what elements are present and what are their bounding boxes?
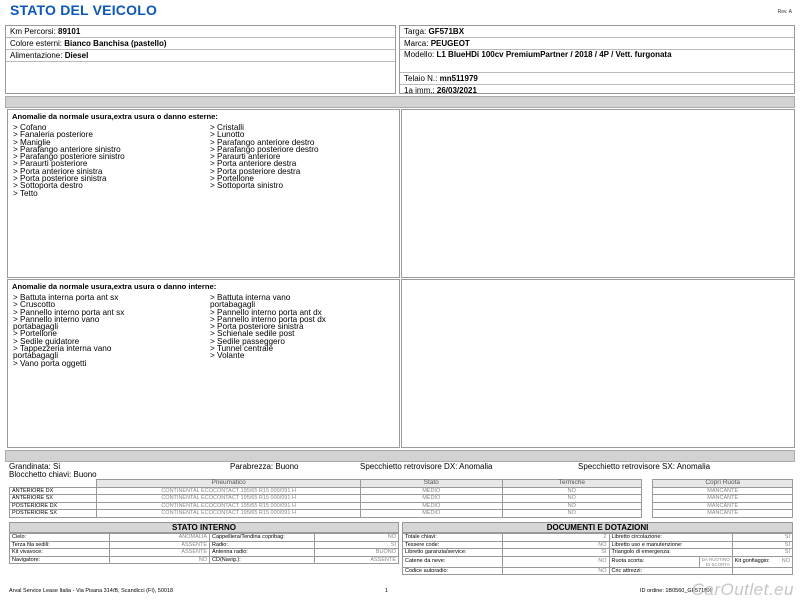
cell-value: NO [315, 534, 399, 542]
tyre-copri: MANCANTE [653, 502, 793, 510]
list-item: > Tetto [13, 188, 38, 198]
section-divider-2 [5, 450, 795, 462]
vehicle-info-left [5, 25, 396, 94]
cell-label: Terza fila sedili: [10, 541, 110, 549]
esterne-col2 [210, 124, 319, 190]
cell-value: NO [503, 567, 610, 575]
list-item: > Parafango posteriore sinistro [13, 152, 125, 162]
list-item: > Lunotto [210, 130, 245, 140]
revision-label: Rev. A [777, 9, 792, 15]
cell-label: Totale chiavi: [403, 534, 503, 542]
tyre-stato: MEDIO [360, 510, 502, 518]
info-row-telaio: Telaio N.: mn511979 [400, 73, 794, 85]
cell-label: Radio: [210, 541, 315, 549]
tyre-header-row [10, 480, 793, 488]
list-item: > Parafango anteriore sinistro [13, 144, 121, 154]
status-blocchetto: Blocchetto chiavi: Buono [9, 470, 97, 479]
col-termiche: Termiche [502, 480, 642, 488]
list-item: > Porta posteriore sinistra [210, 322, 304, 332]
list-item: > Sedile guidatore [13, 336, 80, 346]
table-row [403, 541, 793, 549]
cell-label: Triangolo di emergenza: [609, 549, 732, 557]
list-item: > Sottoporta sinistro [210, 181, 284, 191]
esterne-panel [7, 109, 400, 278]
cell-value: NO [503, 556, 610, 567]
cell-value: BUONO [315, 549, 399, 557]
tyre-termiche: NO [502, 495, 642, 503]
cell-value: SI [732, 541, 792, 549]
list-item: > Cristalli [210, 123, 244, 132]
tyre-termiche: NO [502, 510, 642, 518]
cell-value: NO [110, 556, 210, 564]
list-item: > Paraurti anteriore [210, 152, 281, 162]
cell-label: Libretto circolazione: [609, 534, 732, 542]
section-divider [5, 96, 795, 108]
tyre-position: ANTERIORE SX [10, 495, 97, 503]
list-item: > Porta posteriore sinistra [13, 174, 107, 184]
table-row [10, 510, 793, 518]
tyre-stato: MEDIO [360, 495, 502, 503]
tyre-termiche: NO [502, 502, 642, 510]
tyre-model: CONTINENTAL ECOCONTACT 195/65 R15 000/091 H [97, 495, 361, 503]
table-row [10, 549, 399, 557]
info-row-modello: Modello: L1 BlueHDi 100cv PremiumPartner / 2018 / 4P / Vett. furgonata [400, 50, 794, 73]
list-item: > Battuta interna vano [210, 293, 291, 302]
footer-company: Arval Service Lease Italia - Via Pisana 314/B, Scandicci (FI), 50018 [9, 588, 174, 594]
cell-value: ASSENTE [315, 556, 399, 564]
list-item: > Sedile passeggero [210, 336, 285, 346]
cell-value: SI [503, 549, 610, 557]
cell-label: Antenna radio: [210, 549, 315, 557]
esterne-photo-panel [401, 109, 795, 278]
tyre-model: CONTINENTAL ECOCONTACT 195/65 R15 000/091 H [97, 487, 361, 495]
interne-col1 [13, 294, 124, 367]
cell-label: CD(Navig.): [210, 556, 315, 564]
list-item: > Pannello interno vano [13, 314, 100, 324]
info-row-immatricolazione: 1a imm.: 26/03/2021 [404, 86, 477, 95]
vehicle-info-right [399, 25, 795, 94]
info-row-km: Km Percorsi: 89101 [6, 26, 395, 38]
list-item: > Porta posteriore destra [210, 166, 301, 176]
list-item: > Schienale sedile post [210, 329, 295, 339]
list-item: > Fanaleria posteriore [13, 130, 93, 140]
stato-interno-table [9, 533, 399, 564]
tyre-position: POSTERIORE SX [10, 510, 97, 518]
tyre-termiche: NO [502, 487, 642, 495]
col-copri-ruota: Copri Ruota [653, 480, 793, 488]
cell-value: ANOMALIA [110, 534, 210, 542]
status-grandinata: Grandinata: Si [9, 462, 61, 471]
cell-label: Kit vivavoce: [10, 549, 110, 557]
table-row [10, 556, 399, 564]
cell-value: SI [732, 534, 792, 542]
table-row [403, 556, 793, 567]
list-item: > Parafango posteriore destro [210, 144, 319, 154]
list-item: > Vano porta oggetti [13, 358, 87, 368]
cell-value: ASSENTE [110, 549, 210, 557]
col-stato: Stato [360, 480, 502, 488]
cell-value: SI [732, 549, 792, 557]
table-row [10, 534, 399, 542]
list-item: > Cofano [13, 123, 47, 132]
tyre-model: CONTINENTAL ECOCONTACT 195/65 R15 000/091 H [97, 510, 361, 518]
table-row [403, 534, 793, 542]
table-row [10, 487, 793, 495]
list-item: > Tappezzeria interna vano [13, 344, 112, 354]
documenti-title: DOCUMENTI E DOTAZIONI [402, 522, 793, 533]
col-pneumatico: Pneumatico [97, 480, 361, 488]
list-item: > Cruscotto [13, 300, 56, 310]
list-item: > Sottoporta destro [13, 181, 83, 191]
cell-label: Kit gonfiaggio: NO [732, 556, 792, 567]
table-row [403, 567, 793, 575]
tyre-table [9, 479, 793, 518]
info-row-alimentazione: Alimentazione: Diesel [6, 50, 395, 62]
status-specchietto-sx: Specchietto retrovisore SX: Anomalia [578, 462, 711, 471]
cell-label: Cielo: [10, 534, 110, 542]
interne-col2 [210, 294, 326, 360]
documenti-section [402, 522, 793, 575]
documenti-table [402, 533, 793, 575]
list-item: > Parafango anteriore destro [210, 137, 315, 147]
cell-label: Cric attrezzi: [609, 567, 732, 575]
list-item: > Pannello interno porta post dx [210, 314, 326, 324]
list-item: > Porta anteriore sinistra [13, 166, 103, 176]
cell-value: ASSENTE [110, 541, 210, 549]
list-item: > Pannello interno porta ant dx [210, 307, 322, 317]
tyre-copri: MANCANTE [653, 487, 793, 495]
cell-value: SI [315, 541, 399, 549]
info-row-colore: Colore esterni: Bianco Banchisa (pastello) [6, 38, 395, 50]
table-row [403, 549, 793, 557]
footer-ref: ID ordine: 1B0560_GF571BX [640, 588, 712, 594]
info-row-targa: Targa: GF571BX [400, 26, 794, 38]
list-item: > Porta anteriore destra [210, 159, 297, 169]
list-item: > Battuta interna porta ant sx [13, 293, 119, 302]
list-item: > Maniglie [13, 137, 51, 147]
cell-label: Libretto uso e manutenzione: [609, 541, 732, 549]
interne-photo-panel [401, 279, 795, 448]
cell-label: Tessere code: [403, 541, 503, 549]
tyre-stato: MEDIO [360, 502, 502, 510]
interne-title: Anomalie da normale usura,extra usura o danno interne: [12, 282, 217, 291]
tyre-copri: MANCANTE [653, 510, 793, 518]
table-row [10, 502, 793, 510]
footer-page: 1 [385, 588, 389, 594]
list-item: > Paraurti posteriore [13, 159, 88, 169]
tyre-position: ANTERIORE DX [10, 487, 97, 495]
cell-value [732, 567, 792, 575]
stato-interno-section [9, 522, 399, 564]
cell-value: 2 [503, 534, 610, 542]
list-item: > Volante [210, 351, 245, 361]
cell-label: Cappelliera/Tendina copribag: [210, 534, 315, 542]
info-row-marca: Marca: PEUGEOT [400, 38, 794, 50]
table-row [10, 495, 793, 503]
cell-value: DA RUOTINO DI SCORTA [699, 556, 732, 567]
page-title: STATO DEL VEICOLO [10, 2, 158, 18]
cell-label: Codice autoradio: [403, 567, 503, 575]
list-item: portabagagli [13, 351, 59, 361]
cell-value: NO [503, 541, 610, 549]
cell-label: Libretto garanzia/service: [403, 549, 503, 557]
list-item: portabagagli [13, 322, 59, 332]
tyre-copri: MANCANTE [653, 495, 793, 503]
list-item: > Tunnel centrale [210, 344, 274, 354]
list-item: portabagagli [210, 300, 256, 310]
tyre-model: CONTINENTAL ECOCONTACT 195/65 R15 000/091 H [97, 502, 361, 510]
esterne-title: Anomalie da normale usura,extra usura o danno esterne: [12, 112, 218, 121]
table-row [10, 541, 399, 549]
watermark: CarOutlet.eu [691, 580, 794, 599]
stato-interno-title: STATO INTERNO [9, 522, 399, 533]
esterne-col1 [13, 124, 125, 197]
interne-panel [7, 279, 400, 448]
cell-label: Catene da neve: [403, 556, 503, 567]
tyre-position: POSTERIORE DX [10, 502, 97, 510]
list-item: > Portellone [13, 329, 57, 339]
tyre-stato: MEDIO [360, 487, 502, 495]
cell-label: Navigatore: [10, 556, 110, 564]
list-item: > Pannello interno porta ant sx [13, 307, 125, 317]
status-specchietto-dx: Specchietto retrovisore DX: Anomalia [360, 462, 493, 471]
cell-label: Ruota scorta: [609, 556, 699, 567]
list-item: > Portellone [210, 174, 254, 184]
status-parabrezza: Parabrezza: Buono [230, 462, 299, 471]
